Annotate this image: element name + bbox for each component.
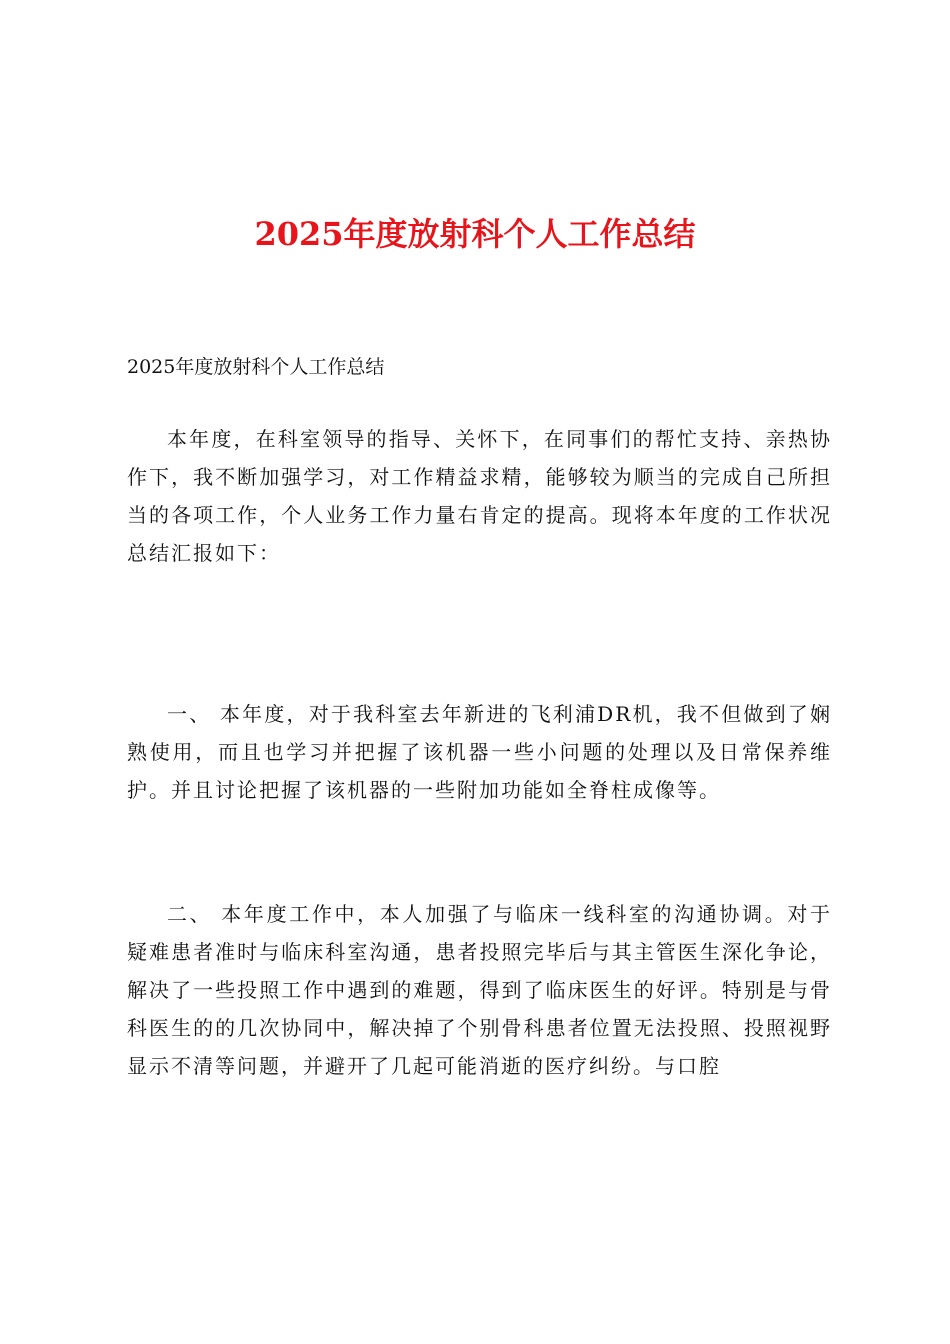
paragraph-section-2: 二、 本年度工作中，本人加强了与临床一线科室的沟通协调。对于疑难患者准时与临床科室沟通，患者投照完毕后与其主管医生深化争论，解决了一些投照工作中遇到的难题，得到了临床医生的好评。特别是与骨科医生的的几次协同中，解决掉了个别骨科患者位置无法投照、投照视野显示不清等问题，并避开了几起可能消逝的医疗纠纷。与口腔	[127, 902, 832, 1078]
paragraph-section-1: 一、 本年度，对于我科室去年新进的飞利浦DR机，我不但做到了娴熟使用，而且也学习并把握了该机器一些小问题的处理以及日常保养维护。并且讨论把握了该机器的一些附加功能如全脊柱成像等。	[127, 702, 832, 802]
document-subtitle: 2025年度放射科个人工作总结	[127, 356, 385, 378]
paragraph-intro: 本年度，在科室领导的指导、关怀下，在同事们的帮忙支持、亲热协作下，我不断加强学习，对工作精益求精，能够较为顺当的完成自己所担当的各项工作，个人业务工作力量右肯定的提高。现将本年度的工作状况总结汇报如下：	[127, 427, 832, 565]
document-title: 2025年度放射科个人工作总结	[254, 215, 696, 253]
